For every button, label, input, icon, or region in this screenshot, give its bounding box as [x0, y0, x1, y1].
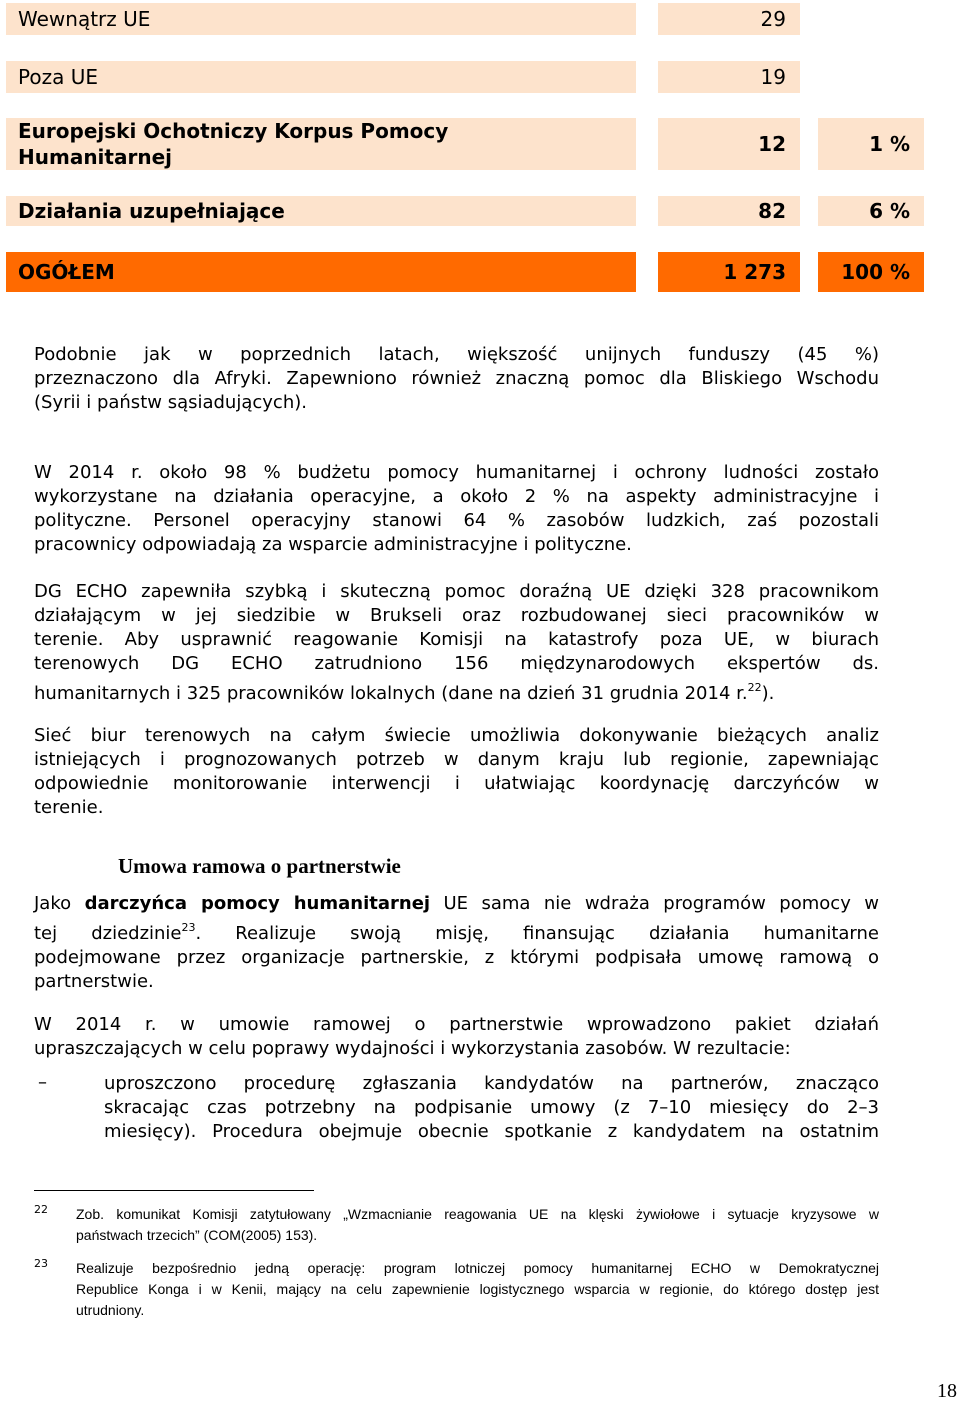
row-label	[6, 118, 636, 170]
text-line: W 2014 r. około 98 % budżetu pomocy humanitarnej i ochrony ludności zostało	[34, 462, 879, 483]
bullet-dash: –	[38, 1072, 47, 1093]
text-line: terenie.	[34, 797, 104, 818]
row-value: 29	[658, 3, 800, 35]
paragraph-staff	[34, 580, 879, 706]
text-line: Zob. komunikat Komisji zatytułowany „Wzmacnianie reagowania UE na klęski żywiołowe i sytuacje kryzysowe w	[76, 1206, 879, 1222]
row-label: Działania uzupełniające	[6, 196, 636, 226]
text-line: utrudniony.	[76, 1302, 145, 1318]
footnote-23	[76, 1258, 879, 1321]
text-line	[34, 892, 879, 916]
section-heading: Umowa ramowa o partnerstwie	[118, 854, 401, 878]
row-label-line: Europejski Ochotniczy Korpus Pomocy	[18, 119, 449, 143]
row-value: 82	[658, 196, 800, 226]
footnote-number: 23	[34, 1257, 48, 1270]
footnote-number: 22	[34, 1203, 48, 1216]
row-value: 1 273	[658, 252, 800, 292]
text-line: DG ECHO zapewniła szybką i skuteczną pomoc doraźną UE dzięki 328 pracownikom	[34, 581, 879, 602]
text-segment: . Realizuje swoją misję, finansując działania humanitarne	[195, 923, 879, 944]
row-label: Poza UE	[6, 61, 636, 93]
row-percent: 100 %	[818, 252, 924, 292]
table-row-complementary	[0, 196, 960, 226]
paragraph-africa	[34, 343, 879, 415]
row-label: Wewnątrz UE	[6, 3, 636, 35]
bold-text: darczyńca pomocy humanitarnej	[84, 893, 431, 914]
footnote-22	[76, 1204, 879, 1246]
table-row-volunteers	[0, 118, 960, 170]
text-line: Realizuje bezpośrednio jedną operację: program lotniczej pomocy humanitarnej ECHO w Demokratycznej	[76, 1260, 879, 1276]
text-line: terenie. Aby usprawnić reagowanie Komisji na katastrofy poza UE, w biurach	[34, 629, 879, 650]
table-row-total	[0, 252, 960, 292]
text-line: miesięcy). Procedura obejmuje obecnie spotkanie z kandydatem na ostatnim	[104, 1121, 879, 1142]
text-line: skracając czas potrzebny na podpisanie umowy (z 7–10 miesięcy do 2–3	[104, 1097, 879, 1118]
text-segment: humanitarnych i 325 pracowników lokalnych (dane na dzień 31 grudnia 2014 r.	[34, 683, 748, 704]
footnote-ref: 23	[181, 921, 196, 934]
text-line: terenowych DG ECHO zatrudniono 156 międzynarodowych ekspertów ds.	[34, 653, 879, 674]
text-line: przeznaczono dla Afryki. Zapewniono również znaczną pomoc dla Bliskiego Wschodu	[34, 368, 879, 389]
text-line: istniejących i prognozowanych potrzeb w danym kraju lub regionie, zapewniając	[34, 749, 879, 770]
table-row-eu	[0, 3, 960, 35]
text-line: W 2014 r. w umowie ramowej o partnerstwie wprowadzono pakiet działań	[34, 1014, 879, 1035]
paragraph-field-offices	[34, 724, 879, 820]
row-percent: 1 %	[818, 118, 924, 170]
row-value: 19	[658, 61, 800, 93]
page-number: 18	[937, 1380, 957, 1402]
text-line: działającym w jej siedzibie w Brukseli oraz rozbudowanej sieci pracowników w	[34, 605, 879, 626]
text-line: Podobnie jak w poprzednich latach, większość unijnych funduszy (45 %)	[34, 344, 879, 365]
text-segment: ).	[761, 683, 775, 704]
text-line	[34, 676, 879, 706]
row-value: 12	[658, 118, 800, 170]
text-line: podejmowane przez organizacje partnerskie, z którymi podpisała umowę ramową o	[34, 947, 879, 968]
text-line: upraszczających w celu poprawy wydajności i wykorzystania zasobów. W rezultacie:	[34, 1038, 791, 1059]
text-line: Republice Konga i w Kenii, mający na celu zapewnienie logistycznego wsparcia w regionie, do którego dostęp jest	[76, 1281, 879, 1297]
text-line: Sieć biur terenowych na całym świecie umożliwia dokonywanie bieżących analiz	[34, 725, 879, 746]
text-line	[34, 916, 879, 946]
text-segment: UE sama nie wdraża programów pomocy w	[430, 893, 880, 914]
paragraph-budget	[34, 461, 879, 557]
footnote-separator	[34, 1190, 314, 1191]
row-label-line: Humanitarnej	[18, 145, 172, 169]
paragraph-donor	[34, 892, 879, 994]
text-segment: Jako	[34, 893, 85, 914]
text-line: partnerstwie.	[34, 971, 154, 992]
text-segment: tej dziedzinie	[34, 923, 182, 944]
text-line: państwach trzecich” (COM(2005) 153).	[76, 1227, 318, 1243]
row-percent: 6 %	[818, 196, 924, 226]
bullet-item	[104, 1072, 879, 1144]
text-line: pracownicy odpowiadają za wsparcie administracyjne i polityczne.	[34, 534, 632, 555]
table-row-outside-eu	[0, 61, 960, 93]
footnote-ref: 22	[747, 681, 762, 694]
paragraph-simplification	[34, 1013, 879, 1061]
text-line: uproszczono procedurę zgłaszania kandydatów na partnerów, znacząco	[104, 1073, 879, 1094]
row-label: OGÓŁEM	[6, 252, 636, 292]
text-line: odpowiednie monitorowanie interwencji i ułatwiając koordynację darczyńców w	[34, 773, 879, 794]
text-line: (Syrii i państw sąsiadujących).	[34, 392, 307, 413]
text-line: wykorzystane na działania operacyjne, a około 2 % na aspekty administracyjne i	[34, 486, 879, 507]
text-line: polityczne. Personel operacyjny stanowi 64 % zasobów ludzkich, zaś pozostali	[34, 510, 879, 531]
